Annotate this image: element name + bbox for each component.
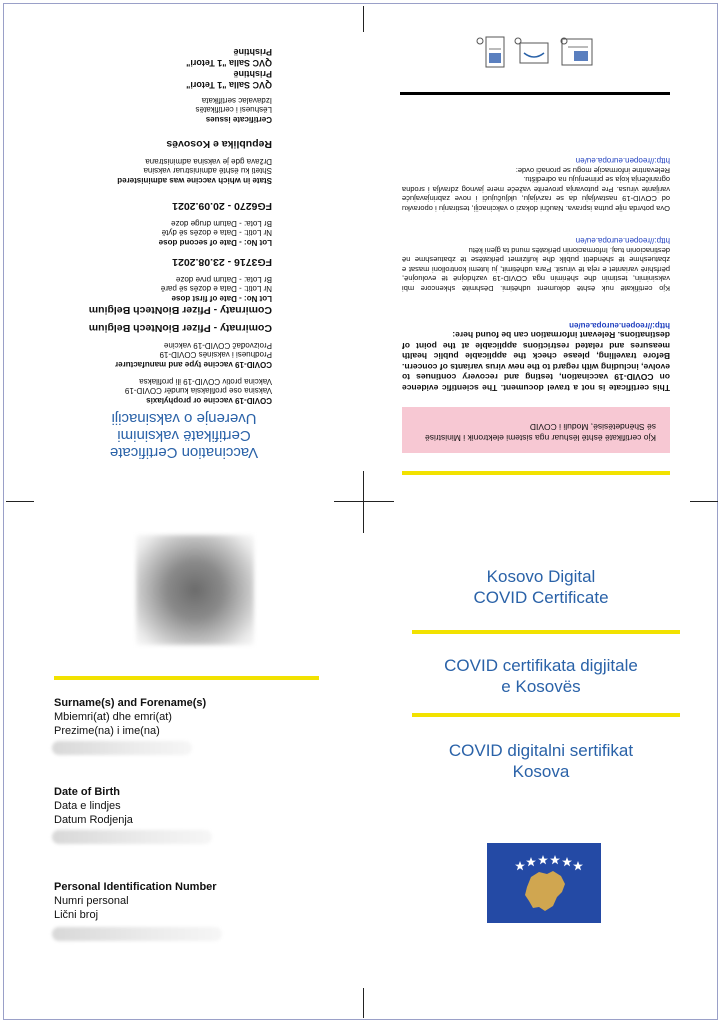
issuer-section: Certificate issues Lëshuesi i certifikatës Izdavalac sertifikata QVC Salla "1 Tetori" Prishtinë QVC Salla "1 Tetori" Prishtinë: [186, 47, 272, 124]
cover-title-sr: COVID digitalni sertifikat Kosova: [448, 741, 634, 781]
first-dose-value: FG3716 - 23.08.2021: [172, 256, 272, 269]
reopen-link[interactable]: http://reopen.europa.eu/en: [575, 156, 670, 166]
dob-label: Date of Birth Data e lindjes Datum Rodjenja: [54, 786, 133, 826]
holder-details-panel: [6, 505, 362, 1017]
issued-note-box: Kjo certifikatë është lëshuar nga sistemi elektronik i Ministrisë së Shëndetësisë, Moduli i COVID: [402, 407, 670, 453]
divider-bar: [400, 92, 670, 95]
divider-bar: [54, 676, 319, 680]
albanian-notice: Kjo certifikatë nuk është dokument udhëtimi. Dëshmitë shkencore mbi vaksinimin, testimin dhe shërimin nga COVID-19 vazhdojnë të evoluojnë, përfshirë variantet e reja të virusit. Para udhëtimit, ju lutemi kontrolloni masat e zbatueshme të shëndetit publik dhe kufizimet përkatëse të zbatueshme në destinacionin tuaj. Informacionin përkatës mund ta gjeni këtu http://reopen.europa.eu/en: [402, 236, 670, 293]
vaccination-details-panel: [6, 6, 362, 501]
divider-bar: [412, 713, 680, 717]
holder-photo: [136, 535, 254, 645]
english-notice: This certificate is not a travel document. The scientific evidence on COVID-19 vaccination, testing and recovery continues to evolve, including with regard to the new virus variants of concern. Before travelling, please check the applicable public health measures and related restrictions applicable at the point of destinations. Relevant information can be found here: http://reopen.europa.eu/en: [402, 321, 670, 393]
first-dose-section: Lot No: - Date of first dose Nr Lotit: - Data e dozës së parë Br Lota: - Datum prve doze FG3716 - 23.08.2021: [32, 256, 272, 304]
cover-title-sq: COVID certifikata digjitale e Kosovës: [444, 656, 638, 696]
fold-line-vertical: [363, 988, 364, 1018]
vaccine-type-section: COVID-19 vaccine type and manufacturer Prodhuesi i vaksinës COVID-19 Proizvođač COVID-19 vakcine Comirnaty - Pfizer BioNtech Belgium Comirnaty - Pfizer BioNtech Belgium: [32, 304, 272, 370]
pin-value-redacted: [52, 927, 222, 941]
divider-bar: [402, 471, 670, 475]
fold-line-horizontal: [6, 501, 34, 502]
pin-label: Personal Identification Number Numri personal Lični broj: [54, 881, 217, 921]
state-section: State in which vaccine was administered Shteti ku është administruar vaksina Država gde je vaksina administrana Republika e Kosovës: [22, 138, 272, 186]
name-label: Surname(s) and Forename(s) Mbiemri(at) dhe emri(at) Prezime(na) i ime(na): [54, 697, 207, 737]
fold-line-vertical: [363, 471, 364, 533]
cover-title-en: Kosovo Digital COVID Certificate: [473, 567, 609, 607]
serbian-notice: Ova potvrda nije putna isprava. Naučni dokazi o vakcinaciji, testiranju i oporavku od COVID-19 nastavljaju da se razvijaju, uključujući i nove zabrinjavajuće varijante virusa. Pre putovanja proverite važeće mere javnog zdravlja i srodna ograničenja koja se primenjuju na odredištu. Relevantne informacije mogu se pronaći ovde: http://reopen.europa.eu/en: [402, 156, 670, 213]
phone-scan-icon: [468, 31, 598, 71]
state-value: Republika e Kosovës: [166, 138, 272, 151]
vaccination-certificate-title: Vaccination Certificate Certifikatë vaksinimi Uverenje o vaksinaciji: [109, 410, 259, 461]
kosovo-flag: [487, 843, 601, 923]
name-value-redacted: [52, 741, 192, 755]
reopen-link[interactable]: http://reopen.europa.eu/en: [575, 236, 670, 246]
cover-panel: [364, 505, 718, 1017]
fold-line-horizontal: [334, 501, 394, 502]
second-dose-value: FG6270 - 20.09.2021: [172, 200, 272, 213]
reopen-link[interactable]: http://reopen.europa.eu/en: [569, 321, 670, 330]
manufacturer-value: Comirnaty - Pfizer BioNtech Belgium: [88, 304, 272, 317]
manufacturer-value: Comirnaty - Pfizer BioNtech Belgium: [88, 322, 272, 335]
divider-bar: [412, 630, 680, 634]
second-dose-section: Lot No: - Date of second dose Nr Lotit: - Data e dozës së dytë Br Lota: - Datum druge doze FG6270 - 20.09.2021: [32, 200, 272, 248]
instruction-icons: [468, 31, 598, 71]
vaccine-section: COVID-19 vaccine or prophylaxis Vaksina ose profilaksia kundër COVID-19 Vakcina protiv COVID-19 ili profilaksa: [124, 377, 272, 405]
fold-line-vertical: [363, 6, 364, 32]
fold-line-horizontal: [690, 501, 718, 502]
information-panel: [364, 6, 718, 501]
dob-value-redacted: [52, 830, 212, 844]
